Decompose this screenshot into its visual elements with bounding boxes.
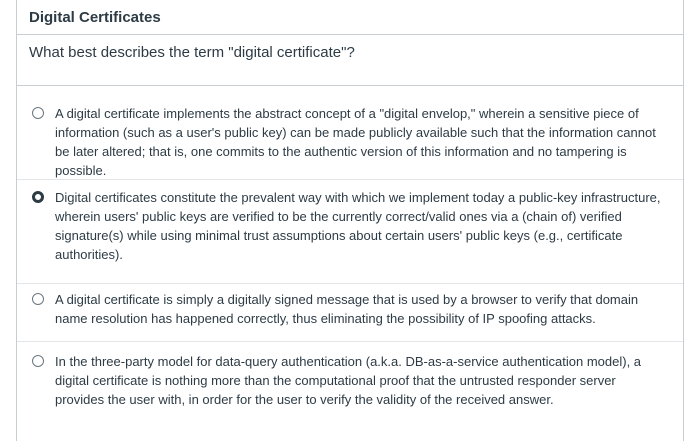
radio-button-3[interactable] [32,293,44,305]
radio-button-1[interactable] [32,107,44,119]
answer-text-2: Digital certificates constitute the prevalent way with which we implement today a public-key infrastructure, wherein users' public keys are verified to be the currently correct/valid ones via a (chain of) verified signature(s) while using minimal trust assumptions about certain users' public keys (e.g., certificate authorities). [55,190,661,262]
radio-button-4[interactable] [32,355,44,367]
answer-list [17,98,683,412]
answer-option-2[interactable] [17,180,683,284]
answer-text-4: In the three-party model for data-query authentication (a.k.a. DB-as-a-service authentication model), a digital certificate is nothing more than the computational proof that the untrusted responder server provides the user with, in order for the user to verify the validity of the received answer. [55,354,642,407]
question-divider [17,85,683,86]
answer-text-3: A digital certificate is simply a digitally signed message that is used by a browser to verify that domain name resolution has happened correctly, thus eliminating the possibility of IP spoofing attacks. [55,292,639,326]
answer-option-4[interactable] [17,342,683,412]
answer-option-3[interactable] [17,284,683,342]
question-text: What best describes the term "digital certificate"? [29,44,355,61]
question-title: Digital Certificates [29,8,161,26]
question-header [17,0,683,35]
answer-text-1: A digital certificate implements the abstract concept of a "digital envelop," wherein a sensitive piece of information (such as a user's public key) can be made publicly available such that the information cannot be later altered; that is, one commits to the authentic version of this information and no tampering is possible. [55,106,656,178]
question-card [16,0,684,441]
radio-button-2[interactable] [32,191,44,203]
answer-option-1[interactable] [17,98,683,180]
